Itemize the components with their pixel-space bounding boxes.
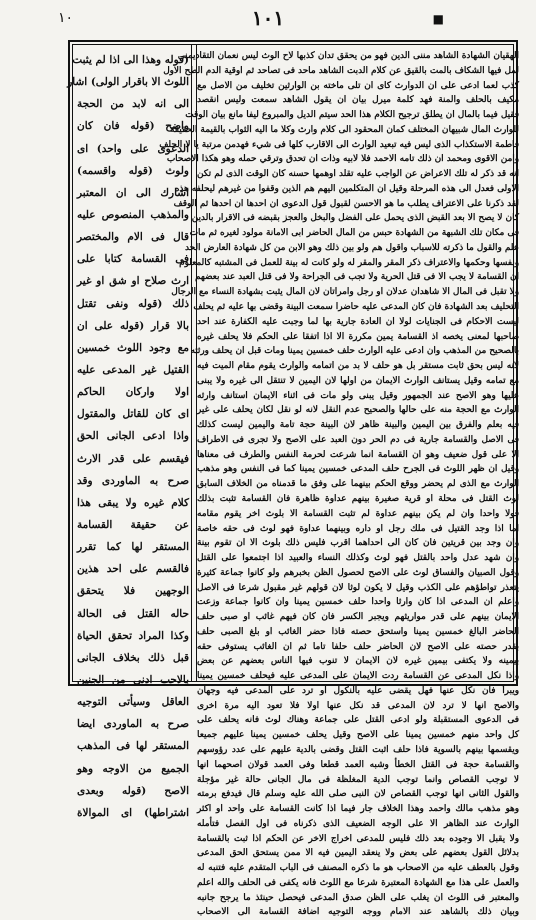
commentary-line: مع وجود اللوث خمسين	[77, 341, 189, 354]
commentary-line: فالقسم على احد هذين	[77, 563, 189, 576]
main-text-line: ولا يقبل الا وجوده بعد ذلك فليس للمدعى اخراج الاخر عن الحكم اذا ثبت بالقسامة	[197, 833, 519, 844]
main-text-line: الوارث مع الحجة منه على حالها والصحيح عدم النقل لانه لو نقل لكان يحلف على غير	[197, 405, 519, 416]
main-text-line: مع تمامه وقيل يستانف الوارث الايمان من اولها لان اليمين لا تنتقل الى غيره ولا يبنى	[197, 375, 519, 386]
main-text-line: وقول الصبيان والفساق لوث على الاصح لحصول الظن بخبرهم ولو كانوا جماعة كثيرة	[197, 567, 519, 578]
commentary-line: بالاحب ادنى من الجنين	[77, 673, 189, 686]
page-number: ١٠١	[251, 6, 285, 30]
commentary-line: والمذهب المنصوص عليه	[77, 208, 189, 221]
margin-commentary-column	[67, 49, 189, 819]
main-text-line: بالصحيح من المذهب وان ادعى عليه الوارث حلف خمسين يمينا ومات قبل ان يحلف ورثته	[190, 346, 519, 357]
main-text-line: وقول بالعطف عليه من الاصحاب هو ما ذكره المصنف فى الباب المتقدم عليه فتنبه له	[197, 863, 519, 874]
main-text-line: علم والقول ما ذكرته للاسباب واقول هم ولو بين ذلك وهو الابن من كل شهادة العارض الحد	[184, 242, 519, 253]
commentary-line: العاقل وسيأتى التوجيه	[77, 696, 189, 709]
corner-mark-right: ١٠	[58, 10, 74, 26]
main-text-line: الوارث عند الظاهر الا على الوجه الضعيف الذى ذكرناه فى اول الفصل فتأمله	[197, 818, 519, 829]
main-text-line: والمعتبر فى اللوث ان يغلب على الظن صدق المدعى فيحصل حينئذ ما يرجح جانبه	[197, 892, 519, 903]
commentary-line: اللوث الا باقرار الولى) اشار	[67, 76, 189, 89]
main-text-line: وهو مذهب مالك واحمد وهذا الخلاف جار فيما اذا كانت القسامة على واحد او اكثر	[197, 804, 519, 815]
main-text-line: فى الاصل والقسامة جارية فى دم الحر دون العبد على الاصح ولا تجرى فى الاطراف	[197, 434, 519, 445]
main-text-line: الايمان بينهم على قدر مواريثهم ويجبر الكسر فان كان فيهم غائب او صبى حلف	[197, 612, 519, 623]
commentary-line: واذا ادعى الجانى الحق	[77, 430, 189, 443]
main-text-line: وبيان ذلك بالشاهد عند الامام ووجه التوجيه اضافة القسامة الى الاصحاب	[197, 907, 519, 918]
commentary-line: اولا واركان الحاكم	[77, 386, 189, 399]
commentary-line: وكذا المراد تحقق الحياة	[77, 629, 189, 642]
commentary-line: الدعوى على واحد) اى	[77, 142, 189, 155]
main-text-line: والاصح انها لا ترد لان المدعى قد نكل عنها اولا فلا تعود اليه مرة اخرى	[197, 700, 519, 711]
main-text-line: الهقيان الشهادة الشاهد مننى الدين فهو من يحقق تدان كذبها لاح الوث ليس نعمان التقاديمنى	[177, 51, 519, 61]
main-text-column	[159, 49, 519, 918]
commentary-line: الوجهين فلا يتحقق	[77, 585, 189, 598]
column-divider	[191, 45, 197, 681]
main-text-line: ويقسمها بينهم بالسوية فاذا حلف اثبت القتل وقضى بالدية عليهم على عدد رؤوسهم	[197, 744, 519, 755]
main-text-line: لانه ليس بحق ثابت مستقر بل هو حلف لا بد من اتمامه والوارث يقوم مقام الميت فيه	[197, 361, 519, 372]
commentary-line: ارث صلاح او شق او غير	[77, 275, 189, 288]
main-text-line: اما اذا وجد القتيل فى ملك رجل او داره وبينهما عداوة فهو لوث فى حقه خاصة	[197, 523, 519, 534]
main-text-line: بيمينه ولا يكتفى بيمين غيره لان الايمان لا تنوب فيها الناس بعضهم عن بعض	[197, 656, 519, 667]
main-text-line: الا على قول ضعيف وهو ان القسامة انما شرعت لحرمة النفس والطرف فى معناها	[197, 449, 519, 460]
commentary-line: بالا قرار (قوله على ان	[77, 319, 189, 332]
commentary-line: كلام غيره ولا يبقى هذا	[77, 496, 189, 509]
commentary-line: الجميع من الاوجه وهو	[77, 762, 189, 775]
commentary-line: ذلك (قوله ونفى تقتل	[77, 297, 189, 310]
main-text-line: صاحبها لمعنى يخصه اذ القسامة يمين مكررة الا اذا اتفقا على الحكم فلا يحلف غيره	[197, 331, 519, 342]
main-text-line: والقسامة حجة فى القتل الخطأ وشبه العمد قطعا وفى العمد قولان اصحهما انها	[197, 759, 519, 770]
main-text-line: ويبرأ فان نكل عنها فهل يقضى عليه بالنكول او ترد على المدعى فيه وجهان	[197, 685, 519, 696]
commentary-line: قال فى الام والمختصر	[77, 231, 189, 244]
main-text-line: ان القسامة لا يجب الا فى قتل الحرية ولا تجب فى الجراحة ولا فى قتل العبد عند بعضهم	[194, 272, 519, 283]
commentary-line: المستقر لها فى المذهب	[77, 740, 189, 753]
commentary-line: الى انه لابد من الحجة	[77, 98, 189, 111]
main-text-line: فيه بعلم والفرق بين اليمين والبينة ظاهر لان البينة حجة تامة واليمين ليست كذلك	[197, 420, 519, 431]
main-text-line: وان شهد عدل واحد بالقتل فهو لوث وكذلك النساء والعبيد اذا اجتمعوا على القتل	[197, 553, 519, 564]
commentary-line: (قوله وهذا الى اذا لم يثبت	[72, 54, 189, 66]
commentary-line: فى القسامة كتابا على	[77, 253, 189, 266]
main-text-line: كل واحد منهم خمسين يمينا على الاصح وقيل يحلف خمسين يمينا عليهم جميعا	[197, 730, 519, 741]
commentary-line: الاصح (قوله وبعدى	[77, 784, 189, 797]
inner-border	[67, 44, 519, 918]
commentary-line: عن حقيقة القسامة	[77, 518, 189, 531]
main-text-line: الاولى فعدل الى هذه المرحلة وقيل ان المتكلمين اليهم هم الذين وقفوا من غيرهم ليحلفه هذه	[174, 183, 519, 194]
main-text-line: يتعذر تواطؤهم على الكذب وقيل لا يكون لوثا لان قولهم غير مقبول شرعا فى الاصل	[197, 582, 519, 593]
main-text-line: فى مكان تلك الشبهة من الشهادة حبس من المال الحاضر ابى الامانة مولود لغيره ثم مات	[189, 228, 519, 239]
main-text-line: والعمل على هذا مع الشهادة المعتبرة شرعا مع اللوث فانه يكفى فى الحلف والله اعلم	[197, 877, 519, 888]
commentary-line: ولوث (قوله واقسمه)	[77, 164, 189, 177]
corner-mark-left: ■	[432, 12, 444, 26]
main-text-line: كان لا يصح الا بعد القبض الذى يحمل على الفضل والبخل والعجز بقبضه فى الاقرار بالدين	[191, 213, 519, 224]
main-text-line: قولا واحدا وان لم يكن بينهم عداوة لم تثبت القسامة الا بلوث اخر يقوم مقامه	[197, 508, 519, 519]
commentary-line: القتيل غير المدعى عليه	[77, 363, 189, 376]
main-text-line: الوارث مع الذى لم يحضر ووقع الحكم بينهما على وفق ما قدمناه من الخلاف السابق	[197, 479, 519, 490]
main-text-line: الحاضر البالغ خمسين يمينا واستحق حصته فاذا حضر الغائب او بلغ الصبى حلف	[197, 626, 519, 637]
main-text-line: ليست الاحكام فى الجنايات لولا ان العادة جارية بها لما وجبت عليه الكفارة عند احد	[197, 316, 519, 327]
commentary-line: المستقر لها كما تقرر	[77, 541, 189, 554]
main-text-line: بدلائل القول بعضهم على بعض ولا ينعقد اليمين فيه الا ممن يستحق الحق المدعى	[197, 848, 519, 859]
main-text-line: لمل فيها الشكاف بالمت بالقيق عن كلام الدبت الشاهد ماحد فى تصاحد ثم اوقية الدم الطح الاول	[163, 65, 519, 76]
main-text-line: فاطمة الاستكذاب الذى ليس فيه تبعيد الوارث الى الاقارب كلها فى شيء فهدمن مرتبة يا لا الحلف	[159, 139, 519, 150]
main-text-line: للوارث المال شبيهان المختلف كمان المحقود الى كلام وارث وكلا ما اليه الثواب بالقيمة الحقيقة	[170, 124, 519, 135]
main-text-line: كذب لعما ادعى على ان الدوارث كاى ان تلى ماخته بن الوارثين تخليف من الاصل مع	[197, 80, 519, 91]
main-text-line: واعلم ان المدعى اذا كان وارثا واحدا حلف خمسين يمينا وان كانوا جماعة وزعت	[197, 597, 519, 608]
commentary-line: اشارك الى ان المعتبر	[77, 186, 189, 199]
commentary-line: صرح به الماوردى وقد	[77, 474, 189, 487]
main-text-line: مكيف بالحلف والمنة فهد كلمة ميرل بيان ان يقول الشاهد سمعت وليس انقصد	[197, 95, 519, 106]
main-text-line: والقول الثانى انها توجب القصاص لان النبى صلى الله عليه وسلم قال فيدفع برمته	[197, 789, 519, 800]
main-text-line: انه قد ذكر له تلك الاعراض عن الواجب عليه تقلد اوهمها حسنه كان الوقت الذى لم تكن	[197, 169, 519, 180]
main-text-line: ولا تقبل فى المال الا شاهدان عدلان او رجل وامراتان لان المال يثبت بشهادة النساء مع الرجال	[171, 287, 519, 298]
commentary-line: واضح (قوله فان كان	[77, 120, 189, 133]
commentary-line: اى كان للقاتل والمقتول	[77, 408, 189, 421]
page-frame	[67, 40, 519, 918]
main-text-line: ونفسها وحكمها والاعتراف ذكر المقر والمقر له ولو كانت له بينة للعمل فى المشتبه كالمعلوم	[179, 257, 519, 268]
main-text-line: لوث القتل فى محلة او قرية صغيرة بينهم عداوة ظاهرة فان القسامة تثبت بذلك	[197, 493, 519, 504]
commentary-line: صرح به الماوردى ايضا	[77, 718, 189, 731]
main-text-line: فقيل فيما بالمال ان يطلق ترجيح الكلام هذا الحد سيتم الديل والمبروع ليفا مانع بيان الوقت	[185, 110, 519, 121]
main-text-line: وان وجد بين قريتين فان كان الى احداهما اقرب فليس ذلك بلوث الا ان تقوم بينة	[197, 538, 519, 549]
main-text-line: عليها وهو الاصح عند الجمهور وقيل يبنى ولو مات فى اثناء الايمان استانف وارثه	[197, 390, 519, 401]
main-text-line: وقيل ان ظهر اللوث فى الجرح حلف المدعى خمسين يمينا كما فى النفس وهو مذهب	[197, 464, 519, 475]
main-text-line: التحليف بعد الشهادة فان كان المدعى عليه حاضرا سمعت البينة وقضى بها عليه ثم يحلف	[193, 302, 519, 313]
commentary-line: حاله القتل فى الحالة	[77, 607, 189, 620]
commentary-line: قبل ذلك بخلاف الجانى	[77, 651, 189, 664]
main-text-line: لقد ذكرنا على الاعتراف يطلب ما هو الاحسن لقبول قول الدعوى ان احدها ان احدها ثم الوقف	[173, 198, 519, 209]
main-text-line: بقدر حصته على الاصح لان الحاضر حلف حلفا تاما ثم ان الغائب يستوفى حقه	[197, 641, 519, 652]
main-text-line: واذا نكل المدعى عن القسامة ردت الايمان على المدعى عليه فيحلف خمسين يمينا	[197, 671, 519, 682]
main-text-line: وامن الاقوى ومحمد ان ذلك تامه الاحمد فلا لابيه وذات ان تحدق وترقي حمله وهو هكذا الاصحاب	[166, 154, 519, 165]
commentary-line: اشتراطها) اى الموالاة	[77, 806, 189, 819]
main-text-line: فى الدعوى المستقبلة ولو ادعى القتل على جماعة وهناك لوث فانه يحلف على	[197, 715, 519, 726]
main-text-line: لا توجب القصاص وانما توجب الدية المغلظة فى مال الجانى حالة غير مؤجلة	[197, 774, 519, 785]
commentary-line: فيقسم على قدر الارث	[77, 452, 189, 465]
